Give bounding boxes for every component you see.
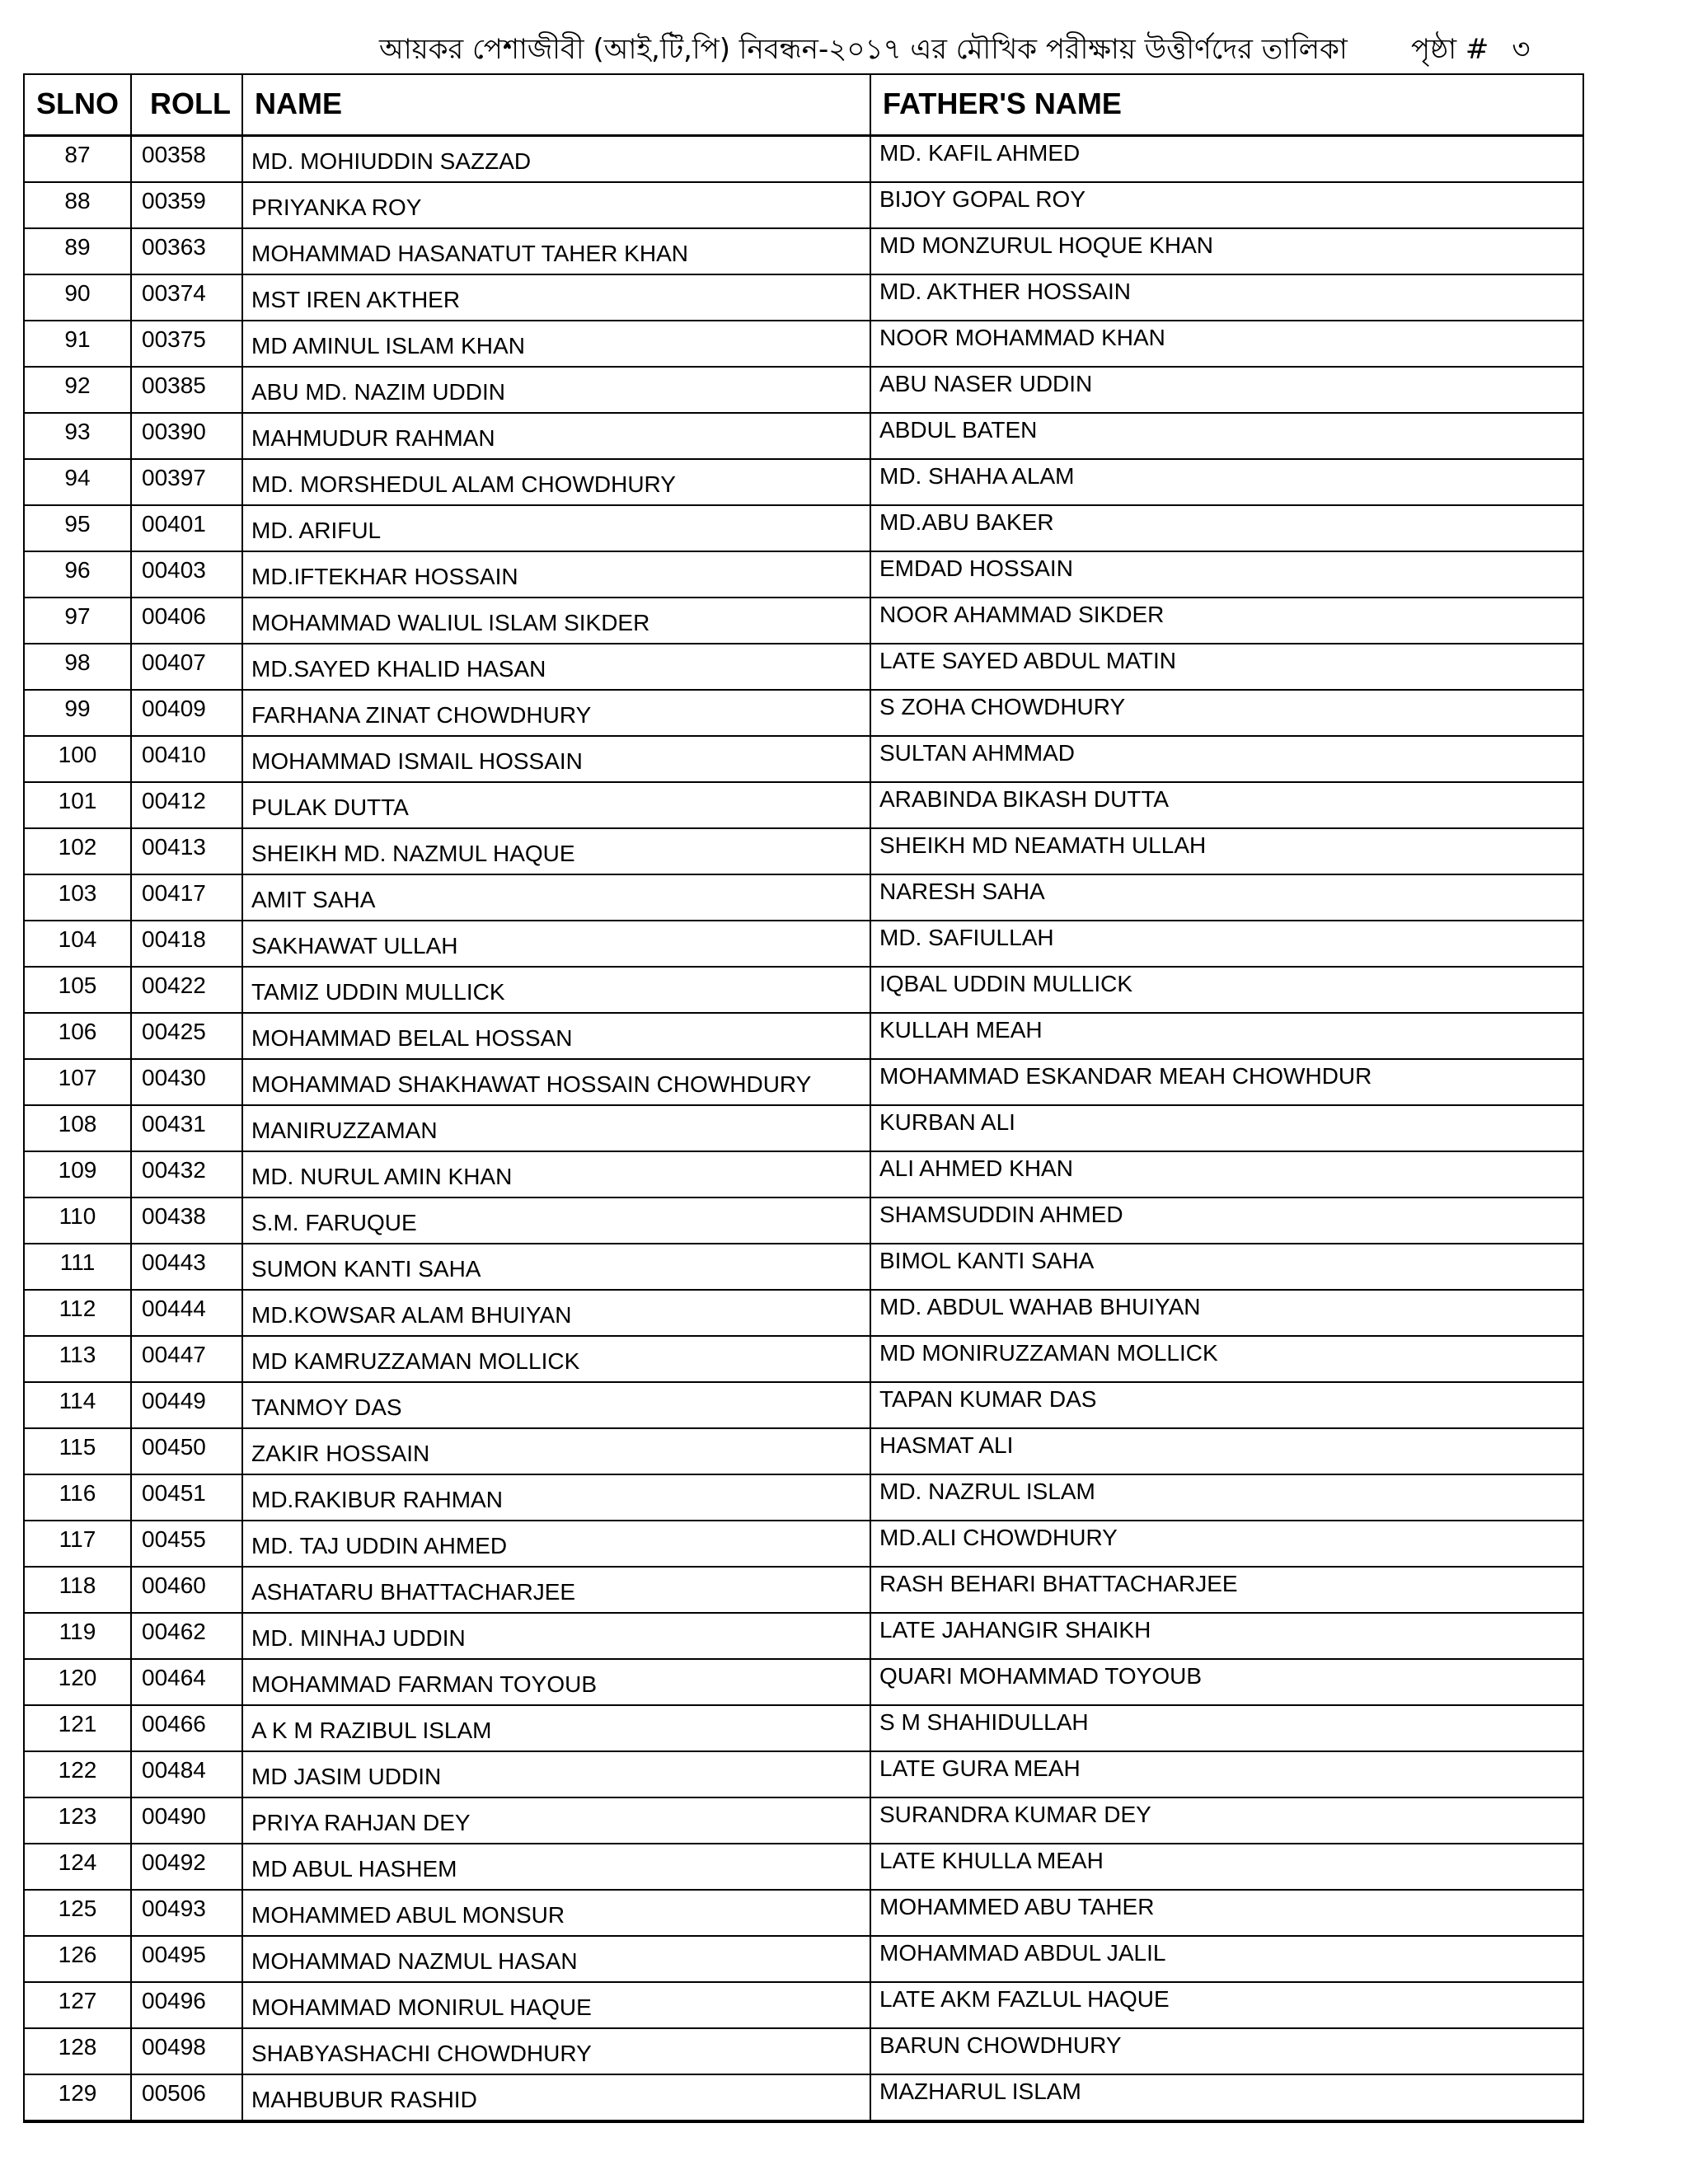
cell-fathers-name: MD MONIRUZZAMAN MOLLICK <box>879 1340 1218 1366</box>
cell-slno: 117 <box>25 1521 132 1566</box>
table-row <box>25 644 1582 691</box>
cell-roll: 00462 <box>132 1614 243 1658</box>
cell-fathers-name: BIMOL KANTI SAHA <box>879 1248 1095 1273</box>
table-row <box>25 1706 1582 1752</box>
cell-fathers-name: NOOR AHAMMAD SIKDER <box>879 602 1165 627</box>
cell-roll: 00451 <box>132 1475 243 1520</box>
cell-slno: 107 <box>25 1060 132 1104</box>
cell-roll: 00431 <box>132 1106 243 1151</box>
page-header <box>0 28 1688 69</box>
cell-slno: 124 <box>25 1844 132 1889</box>
cell-roll: 00498 <box>132 2029 243 2074</box>
table-row <box>25 506 1582 552</box>
cell-slno: 90 <box>25 275 132 320</box>
cell-fathers-name: BARUN CHOWDHURY <box>879 2032 1122 2058</box>
cell-fathers-name: SURANDRA KUMAR DEY <box>879 1802 1151 1827</box>
table-row <box>25 1983 1582 2029</box>
cell-name: MAHMUDUR RAHMAN <box>243 414 871 458</box>
cell-slno: 126 <box>25 1937 132 1981</box>
table-row <box>25 275 1582 321</box>
cell-name: MD KAMRUZZAMAN MOLLICK <box>243 1337 871 1381</box>
cell-fathers-name: MD. ABDUL WAHAB BHUIYAN <box>879 1294 1201 1319</box>
cell-roll: 00397 <box>132 460 243 504</box>
cell-slno: 103 <box>25 875 132 920</box>
cell-fathers-name: SULTAN AHMMAD <box>879 740 1075 766</box>
cell-slno: 125 <box>25 1891 132 1935</box>
cell-name: SHABYASHACHI CHOWDHURY <box>243 2029 871 2074</box>
table-row <box>25 2075 1582 2121</box>
cell-roll: 00409 <box>132 691 243 735</box>
cell-name: MOHAMMAD MONIRUL HAQUE <box>243 1983 871 2027</box>
cell-roll: 00410 <box>132 737 243 781</box>
cell-roll: 00430 <box>132 1060 243 1104</box>
cell-slno: 96 <box>25 552 132 597</box>
cell-roll: 00438 <box>132 1198 243 1243</box>
cell-roll: 00450 <box>132 1429 243 1474</box>
cell-fathers-name: RASH BEHARI BHATTACHARJEE <box>879 1571 1238 1596</box>
cell-name: AMIT SAHA <box>243 875 871 920</box>
cell-name: PRIYANKA ROY <box>243 183 871 227</box>
column-header-roll: ROLL <box>132 75 243 134</box>
table-row <box>25 1844 1582 1891</box>
cell-slno: 105 <box>25 968 132 1012</box>
table-header-row <box>25 75 1582 137</box>
cell-fathers-name: S ZOHA CHOWDHURY <box>879 694 1126 719</box>
cell-slno: 123 <box>25 1798 132 1843</box>
table-row <box>25 1060 1582 1106</box>
cell-fathers-name: MOHAMMAD ABDUL JALIL <box>879 1940 1166 1966</box>
cell-slno: 112 <box>25 1291 132 1335</box>
cell-slno: 109 <box>25 1152 132 1197</box>
cell-slno: 98 <box>25 644 132 689</box>
table-row <box>25 1891 1582 1937</box>
table-row <box>25 1337 1582 1383</box>
cell-roll: 00422 <box>132 968 243 1012</box>
cell-roll: 00455 <box>132 1521 243 1566</box>
cell-roll: 00447 <box>132 1337 243 1381</box>
cell-slno: 120 <box>25 1660 132 1704</box>
cell-name: ABU MD. NAZIM UDDIN <box>243 368 871 412</box>
cell-roll: 00406 <box>132 598 243 643</box>
table-row <box>25 1475 1582 1521</box>
cell-slno: 87 <box>25 137 132 181</box>
cell-fathers-name: KULLAH MEAH <box>879 1017 1043 1043</box>
table-row <box>25 1244 1582 1291</box>
cell-fathers-name: MD.ABU BAKER <box>879 509 1054 535</box>
cell-roll: 00412 <box>132 783 243 827</box>
cell-fathers-name: LATE GURA MEAH <box>879 1755 1081 1781</box>
cell-name: MD JASIM UDDIN <box>243 1752 871 1797</box>
table-row <box>25 1752 1582 1798</box>
cell-slno: 99 <box>25 691 132 735</box>
cell-roll: 00466 <box>132 1706 243 1750</box>
cell-name: MD.IFTEKHAR HOSSAIN <box>243 552 871 597</box>
cell-name: MD. TAJ UDDIN AHMED <box>243 1521 871 1566</box>
table-row <box>25 2029 1582 2075</box>
cell-name: SHEIKH MD. NAZMUL HAQUE <box>243 829 871 874</box>
cell-fathers-name: MOHAMMAD ESKANDAR MEAH CHOWHDUR <box>879 1063 1372 1089</box>
cell-fathers-name: HASMAT ALI <box>879 1432 1014 1458</box>
cell-slno: 127 <box>25 1983 132 2027</box>
cell-name: MD.KOWSAR ALAM BHUIYAN <box>243 1291 871 1335</box>
table-row <box>25 414 1582 460</box>
cell-name: MD AMINUL ISLAM KHAN <box>243 321 871 366</box>
cell-name: PULAK DUTTA <box>243 783 871 827</box>
cell-name: S.M. FARUQUE <box>243 1198 871 1243</box>
cell-roll: 00401 <box>132 506 243 551</box>
cell-slno: 114 <box>25 1383 132 1427</box>
cell-slno: 97 <box>25 598 132 643</box>
cell-slno: 108 <box>25 1106 132 1151</box>
cell-name: MOHAMMAD SHAKHAWAT HOSSAIN CHOWHDURY <box>243 1060 871 1104</box>
cell-slno: 113 <box>25 1337 132 1381</box>
page-label: পৃষ্ঠা # <box>1411 33 1489 66</box>
table-row <box>25 552 1582 598</box>
cell-fathers-name: SHEIKH MD NEAMATH ULLAH <box>879 832 1207 858</box>
cell-roll: 00464 <box>132 1660 243 1704</box>
cell-roll: 00490 <box>132 1798 243 1843</box>
cell-fathers-name: BIJOY GOPAL ROY <box>879 186 1086 212</box>
cell-fathers-name: ABU NASER UDDIN <box>879 371 1093 396</box>
cell-fathers-name: NARESH SAHA <box>879 879 1045 904</box>
cell-name: MANIRUZZAMAN <box>243 1106 871 1151</box>
cell-slno: 95 <box>25 506 132 551</box>
cell-roll: 00460 <box>132 1568 243 1612</box>
table-row <box>25 1291 1582 1337</box>
table-row <box>25 1152 1582 1198</box>
cell-roll: 00363 <box>132 229 243 274</box>
cell-name: MOHAMMAD WALIUL ISLAM SIKDER <box>243 598 871 643</box>
table-row <box>25 1614 1582 1660</box>
cell-slno: 111 <box>25 1244 132 1289</box>
cell-slno: 93 <box>25 414 132 458</box>
column-header-fathers-name: FATHER'S NAME <box>883 87 1122 120</box>
cell-slno: 129 <box>25 2075 132 2120</box>
cell-name: TANMOY DAS <box>243 1383 871 1427</box>
cell-slno: 106 <box>25 1014 132 1058</box>
page-number: ৩ <box>1512 33 1531 66</box>
cell-roll: 00385 <box>132 368 243 412</box>
cell-fathers-name: IQBAL UDDIN MULLICK <box>879 971 1133 996</box>
cell-fathers-name: MD. NAZRUL ISLAM <box>879 1479 1095 1504</box>
table-row <box>25 229 1582 275</box>
cell-roll: 00444 <box>132 1291 243 1335</box>
table-row <box>25 1106 1582 1152</box>
cell-name: MOHAMMAD NAZMUL HASAN <box>243 1937 871 1981</box>
cell-fathers-name: LATE AKM FAZLUL HAQUE <box>879 1986 1170 2012</box>
cell-name: MD. ARIFUL <box>243 506 871 551</box>
cell-fathers-name: NOOR MOHAMMAD KHAN <box>879 325 1165 350</box>
cell-name: TAMIZ UDDIN MULLICK <box>243 968 871 1012</box>
table-row <box>25 460 1582 506</box>
table-body <box>25 137 1582 2121</box>
column-header-name: NAME <box>243 75 871 134</box>
cell-fathers-name: ARABINDA BIKASH DUTTA <box>879 786 1170 812</box>
cell-name: SAKHAWAT ULLAH <box>243 921 871 966</box>
cell-name: MD. MINHAJ UDDIN <box>243 1614 871 1658</box>
cell-roll: 00359 <box>132 183 243 227</box>
cell-slno: 102 <box>25 829 132 874</box>
table-row <box>25 968 1582 1014</box>
cell-fathers-name: MD. SHAHA ALAM <box>879 463 1075 489</box>
table-row <box>25 875 1582 921</box>
cell-name: MOHAMMED ABUL MONSUR <box>243 1891 871 1935</box>
cell-slno: 122 <box>25 1752 132 1797</box>
cell-fathers-name: MD. AKTHER HOSSAIN <box>879 279 1131 304</box>
cell-name: MST IREN AKTHER <box>243 275 871 320</box>
cell-fathers-name: KURBAN ALI <box>879 1109 1015 1135</box>
table-row <box>25 1937 1582 1983</box>
table-row <box>25 1383 1582 1429</box>
cell-roll: 00506 <box>132 2075 243 2120</box>
table-row <box>25 1014 1582 1060</box>
cell-slno: 115 <box>25 1429 132 1474</box>
cell-name: MOHAMMAD HASANATUT TAHER KHAN <box>243 229 871 274</box>
cell-slno: 128 <box>25 2029 132 2074</box>
table-row <box>25 1429 1582 1475</box>
cell-name: MOHAMMAD BELAL HOSSAN <box>243 1014 871 1058</box>
cell-roll: 00449 <box>132 1383 243 1427</box>
cell-slno: 91 <box>25 321 132 366</box>
cell-roll: 00390 <box>132 414 243 458</box>
table-row <box>25 183 1582 229</box>
table-row <box>25 1198 1582 1244</box>
table-row <box>25 1521 1582 1568</box>
cell-roll: 00374 <box>132 275 243 320</box>
cell-fathers-name: LATE JAHANGIR SHAIKH <box>879 1617 1151 1643</box>
cell-slno: 101 <box>25 783 132 827</box>
cell-roll: 00418 <box>132 921 243 966</box>
column-header-slno: SLNO <box>25 75 132 134</box>
cell-roll: 00484 <box>132 1752 243 1797</box>
table-row <box>25 598 1582 644</box>
cell-name: SUMON KANTI SAHA <box>243 1244 871 1289</box>
cell-slno: 89 <box>25 229 132 274</box>
cell-roll: 00496 <box>132 1983 243 2027</box>
cell-name: MD. MOHIUDDIN SAZZAD <box>243 137 871 181</box>
cell-name: MD ABUL HASHEM <box>243 1844 871 1889</box>
table-row <box>25 691 1582 737</box>
table-row <box>25 829 1582 875</box>
cell-slno: 100 <box>25 737 132 781</box>
cell-slno: 118 <box>25 1568 132 1612</box>
cell-name: MD. NURUL AMIN KHAN <box>243 1152 871 1197</box>
cell-fathers-name: SHAMSUDDIN AHMED <box>879 1202 1123 1227</box>
cell-name: MOHAMMAD ISMAIL HOSSAIN <box>243 737 871 781</box>
cell-roll: 00407 <box>132 644 243 689</box>
cell-name: MAHBUBUR RASHID <box>243 2075 871 2120</box>
cell-slno: 116 <box>25 1475 132 1520</box>
page-indicator <box>1411 28 1531 75</box>
table-row <box>25 737 1582 783</box>
table-row <box>25 137 1582 183</box>
cell-fathers-name: LATE SAYED ABDUL MATIN <box>879 648 1176 673</box>
cell-slno: 121 <box>25 1706 132 1750</box>
cell-roll: 00358 <box>132 137 243 181</box>
cell-name: PRIYA RAHJAN DEY <box>243 1798 871 1843</box>
cell-fathers-name: MD. KAFIL AHMED <box>879 140 1081 166</box>
cell-name: FARHANA ZINAT CHOWDHURY <box>243 691 871 735</box>
cell-name: MD.RAKIBUR RAHMAN <box>243 1475 871 1520</box>
results-table <box>23 73 1584 2123</box>
table-row <box>25 783 1582 829</box>
cell-roll: 00425 <box>132 1014 243 1058</box>
cell-name: ZAKIR HOSSAIN <box>243 1429 871 1474</box>
cell-slno: 119 <box>25 1614 132 1658</box>
cell-name: MD.SAYED KHALID HASAN <box>243 644 871 689</box>
cell-fathers-name: S M SHAHIDULLAH <box>879 1709 1089 1735</box>
cell-roll: 00443 <box>132 1244 243 1289</box>
cell-fathers-name: MD.ALI CHOWDHURY <box>879 1525 1118 1550</box>
cell-slno: 104 <box>25 921 132 966</box>
cell-fathers-name: QUARI MOHAMMAD TOYOUB <box>879 1663 1203 1689</box>
cell-fathers-name: MAZHARUL ISLAM <box>879 2079 1081 2104</box>
table-row <box>25 368 1582 414</box>
cell-name: MOHAMMAD FARMAN TOYOUB <box>243 1660 871 1704</box>
cell-roll: 00493 <box>132 1891 243 1935</box>
cell-roll: 00432 <box>132 1152 243 1197</box>
cell-roll: 00403 <box>132 552 243 597</box>
cell-fathers-name: EMDAD HOSSAIN <box>879 555 1073 581</box>
cell-name: A K M RAZIBUL ISLAM <box>243 1706 871 1750</box>
cell-fathers-name: MD MONZURUL HOQUE KHAN <box>879 232 1213 258</box>
cell-fathers-name: MD. SAFIULLAH <box>879 925 1054 950</box>
cell-roll: 00413 <box>132 829 243 874</box>
cell-name: ASHATARU BHATTACHARJEE <box>243 1568 871 1612</box>
cell-name: MD. MORSHEDUL ALAM CHOWDHURY <box>243 460 871 504</box>
cell-slno: 110 <box>25 1198 132 1243</box>
cell-roll: 00375 <box>132 321 243 366</box>
cell-slno: 92 <box>25 368 132 412</box>
table-row <box>25 1568 1582 1614</box>
document-title: আয়কর পেশাজীবী (আই,টি,পি) নিবন্ধন-২০১৭ এর মৌখিক পরীক্ষায় উত্তীর্ণদের তালিকা <box>379 33 1348 66</box>
cell-fathers-name: MOHAMMED ABU TAHER <box>879 1894 1155 1919</box>
table-row <box>25 321 1582 368</box>
cell-fathers-name: LATE KHULLA MEAH <box>879 1848 1104 1873</box>
cell-slno: 88 <box>25 183 132 227</box>
cell-roll: 00495 <box>132 1937 243 1981</box>
table-row <box>25 1660 1582 1706</box>
cell-fathers-name: ALI AHMED KHAN <box>879 1155 1073 1181</box>
cell-fathers-name: ABDUL BATEN <box>879 417 1038 443</box>
table-row <box>25 1798 1582 1844</box>
cell-roll: 00417 <box>132 875 243 920</box>
cell-fathers-name: TAPAN KUMAR DAS <box>879 1386 1097 1412</box>
table-row <box>25 921 1582 968</box>
cell-slno: 94 <box>25 460 132 504</box>
cell-roll: 00492 <box>132 1844 243 1889</box>
